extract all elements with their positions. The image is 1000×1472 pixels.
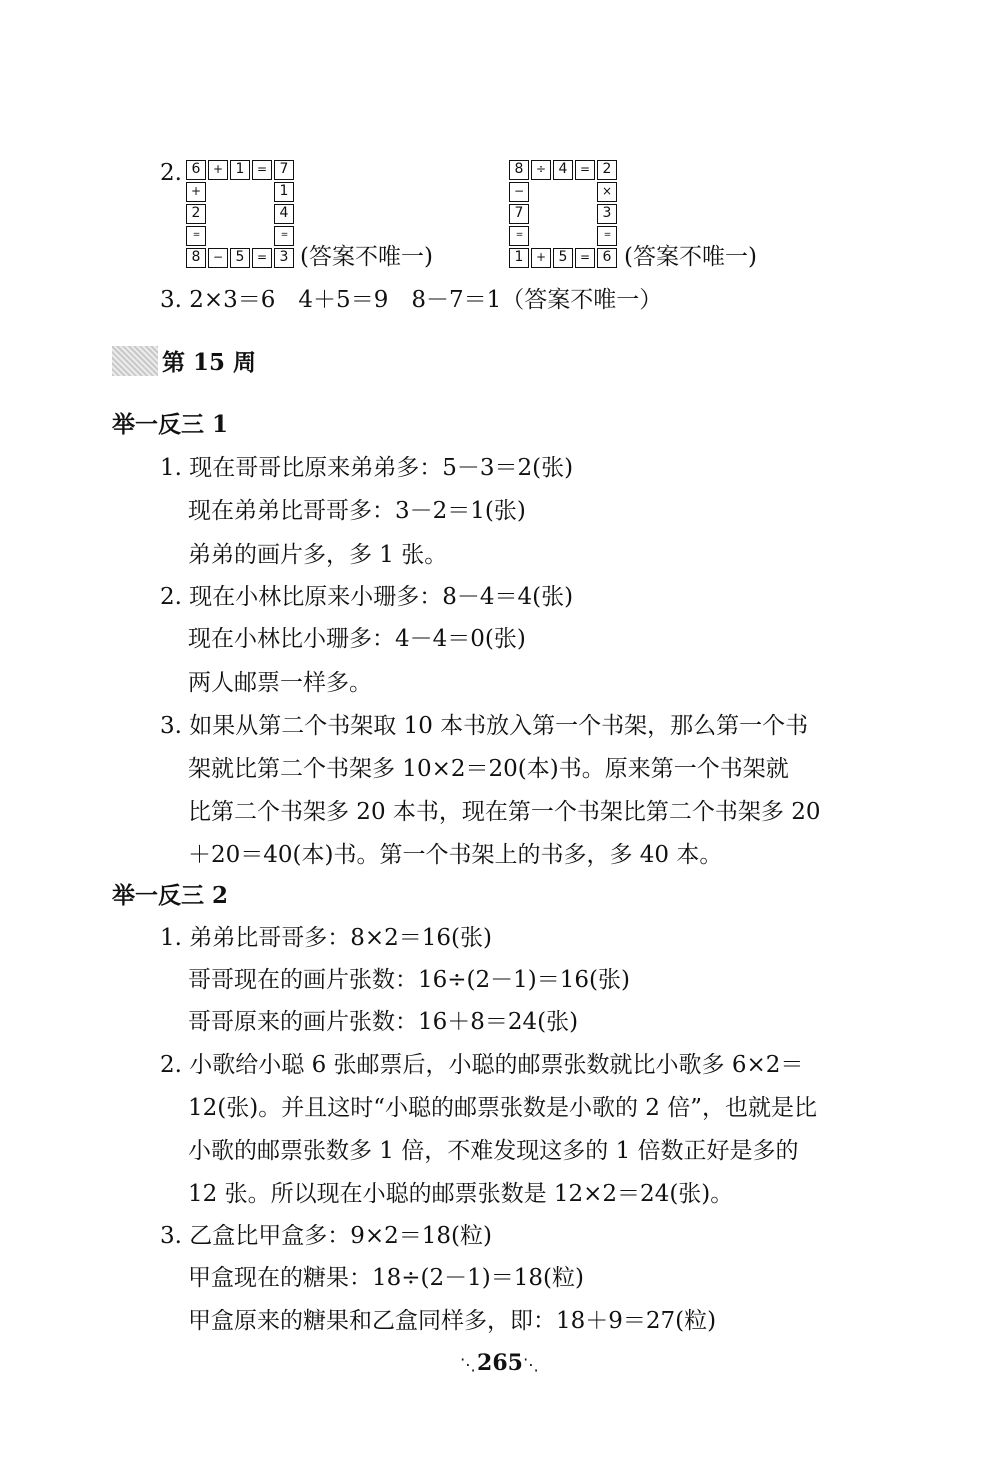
section1-line: 现在弟弟比哥哥多：3－2＝1(张) (188, 498, 526, 524)
grid1-bottom-3: = (252, 248, 272, 268)
grid1-bottom-0: 8 (186, 248, 206, 268)
section1-line: 3. 如果从第二个书架取 10 本书放入第一个书架，那么第一个书 (160, 713, 809, 739)
week-heading-marker (112, 346, 158, 376)
grid2-right-2: = (597, 226, 617, 246)
section1-line: ＋20＝40(本)书。第一个书架上的书多，多 40 本。 (188, 842, 723, 868)
grid1-bottom-2: 5 (230, 248, 250, 268)
grid2-bottom-3: = (575, 248, 595, 268)
section2-line: 甲盒原来的糖果和乙盒同样多，即：18＋9＝27(粒) (188, 1308, 717, 1334)
grid2-top-1: ÷ (531, 160, 551, 180)
puzzle-grid-2 (509, 160, 621, 270)
grid2-top-3: = (575, 160, 595, 180)
puzzle-2-note: (答案不唯一) (624, 244, 757, 270)
dots-right-icon: ⋱ (522, 1355, 540, 1374)
grid2-right-0: × (597, 182, 617, 202)
grid2-left-2: = (509, 226, 529, 246)
section1-line: 比第二个书架多 20 本书，现在第一个书架比第二个书架多 20 (188, 799, 821, 825)
section1-line: 1. 现在哥哥比原来弟弟多：5－3＝2(张) (160, 455, 574, 481)
grid1-left-0: + (186, 182, 206, 202)
grid2-right-1: 3 (597, 204, 617, 224)
grid1-top-2: 1 (230, 160, 250, 180)
page-number (445, 1350, 555, 1376)
dots-left-icon: ⋱ (460, 1355, 478, 1374)
grid2-top-0: 8 (509, 160, 529, 180)
section1-line: 弟弟的画片多，多 1 张。 (188, 542, 448, 568)
grid1-top-0: 6 (186, 160, 206, 180)
section1-line: 架就比第二个书架多 10×2＝20(本)书。原来第一个书架就 (188, 756, 789, 782)
section1-line: 现在小林比小珊多：4－4＝0(张) (188, 626, 526, 652)
week-heading: 第 15 周 (162, 349, 257, 376)
grid2-top-2: 4 (553, 160, 573, 180)
grid2-bottom-2: 5 (553, 248, 573, 268)
grid2-bottom-0: 1 (509, 248, 529, 268)
grid1-top-3: = (252, 160, 272, 180)
section2-line: 12 张。所以现在小聪的邮票张数是 12×2＝24(张)。 (188, 1181, 734, 1207)
grid2-left-0: − (509, 182, 529, 202)
grid1-left-2: = (186, 226, 206, 246)
grid1-left-1: 2 (186, 204, 206, 224)
section2-line: 1. 弟弟比哥哥多：8×2＝16(张) (160, 925, 493, 951)
grid1-bottom-1: − (208, 248, 228, 268)
answer-line-3: 3. 2×3＝6 4＋5＝9 8－7＝1（答案不唯一） (160, 287, 663, 313)
section2-line: 3. 乙盒比甲盒多：9×2＝18(粒) (160, 1223, 493, 1249)
section2-line: 12(张)。并且这时“小聪的邮票张数是小歌的 2 倍”，也就是比 (188, 1095, 817, 1121)
grid1-top-1: + (208, 160, 228, 180)
grid1-right-0: 1 (274, 182, 294, 202)
puzzle-grid-1 (186, 160, 298, 270)
section2-line: 小歌的邮票张数多 1 倍，不难发现这多的 1 倍数正好是多的 (188, 1138, 799, 1164)
section1-line: 2. 现在小林比原来小珊多：8－4＝4(张) (160, 584, 574, 610)
grid1-top-4: 7 (274, 160, 294, 180)
section2-line: 哥哥现在的画片张数：16÷(2－1)＝16(张) (188, 967, 630, 993)
grid1-right-2: = (274, 226, 294, 246)
section1-title: 举一反三 1 (112, 411, 229, 438)
grid1-right-1: 4 (274, 204, 294, 224)
grid2-bottom-1: + (531, 248, 551, 268)
section2-line: 2. 小歌给小聪 6 张邮票后，小聪的邮票张数就比小歌多 6×2＝ (160, 1052, 804, 1078)
section2-line: 甲盒现在的糖果：18÷(2－1)＝18(粒) (188, 1265, 584, 1291)
page-number-text: 265 (477, 1350, 523, 1376)
grid1-bottom-4: 3 (274, 248, 294, 268)
grid2-left-1: 7 (509, 204, 529, 224)
section2-line: 哥哥原来的画片张数：16＋8＝24(张) (188, 1009, 579, 1035)
puzzle-number: 2. (160, 160, 182, 186)
puzzle-1-note: (答案不唯一) (300, 244, 433, 270)
grid2-top-4: 2 (597, 160, 617, 180)
section2-title: 举一反三 2 (112, 882, 229, 909)
grid2-bottom-4: 6 (597, 248, 617, 268)
section1-line: 两人邮票一样多。 (188, 670, 372, 696)
